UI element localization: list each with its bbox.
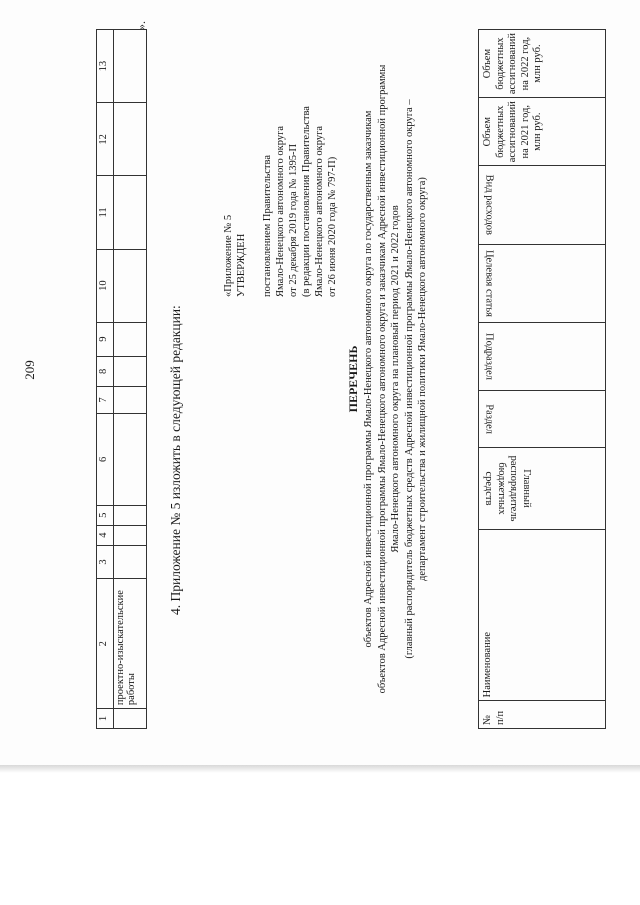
table-cell: 11 <box>97 176 114 249</box>
header-cell-volume-2022: Объем бюджетных ассигнований на 2022 год, млн руб. <box>479 30 606 98</box>
spacer <box>248 47 261 297</box>
table-cell: 2 <box>97 579 114 709</box>
rotated-text: Целевая статья <box>483 249 495 318</box>
approval-stamp-block <box>222 47 339 297</box>
table-cell: 1 <box>97 709 114 729</box>
column-numbers-row <box>97 30 114 729</box>
table-cell: 10 <box>97 249 114 322</box>
table-cell: 4 <box>97 525 114 545</box>
header-row <box>479 30 606 729</box>
header-cell-target-item <box>479 245 606 323</box>
table-cell: 13 <box>97 30 114 103</box>
rotated-text: Раздел <box>483 404 495 435</box>
amendment-instruction: 4. Приложение № 5 изложить в следующей редакции: <box>168 305 183 615</box>
table-cell <box>114 413 147 505</box>
subtitle-line: Ямало-Ненецкого автономного округа на плановый период 2021 и 2022 годов <box>390 205 401 553</box>
main-table-header <box>478 29 606 729</box>
table-cell <box>114 387 147 414</box>
approval-line: Ямало-Ненецкого автономного округа <box>275 125 286 297</box>
header-cell-section <box>479 391 606 448</box>
subtitle-line: департамент строительства и жилищной политики Ямало-Ненецкого автономного округа) <box>417 177 428 581</box>
table-cell: 12 <box>97 103 114 176</box>
document-subtitle <box>362 29 430 729</box>
table-cell <box>114 545 147 579</box>
closing-quote: ». <box>134 21 148 30</box>
subtitle-line: (главный распорядитель бюджетных средств Адресной инвестиционной программы Ямало-Ненецкого автономного округа – <box>403 99 415 659</box>
table-row <box>114 30 147 729</box>
table-cell: 8 <box>97 356 114 386</box>
approval-line: постановлением Правительства <box>262 154 273 297</box>
table-cell <box>114 322 147 356</box>
table-cell: 9 <box>97 322 114 356</box>
page-number: 209 <box>22 360 37 380</box>
header-cell-budget-manager <box>479 448 606 530</box>
header-cell-number: № п/п <box>479 701 606 729</box>
table-cell: 5 <box>97 505 114 525</box>
rotated-text: Вид расходов <box>483 174 495 236</box>
table-cell <box>114 30 147 103</box>
table-cell: 6 <box>97 413 114 505</box>
subtitle-line: объектов Адресной инвестиционной программы Ямало-Ненецкого автономного округа и заказчикам Адресной инвестиционной программы <box>376 64 388 694</box>
appendix-label: «Приложение № 5 <box>223 214 234 297</box>
document-title: ПЕРЕЧЕНЬ <box>346 345 360 413</box>
rotated-text: Подраздел <box>483 333 495 381</box>
approval-line: от 25 декабря 2019 года № 1395-П <box>288 143 299 297</box>
table-cell <box>114 103 147 176</box>
continuation-table <box>96 29 147 729</box>
rotated-text: Главный распорядитель бюджетных средств <box>483 455 532 522</box>
table-cell <box>114 176 147 249</box>
approval-line: Ямало-Ненецкого автономного округа <box>314 125 325 297</box>
header-cell-volume-2021: Объем бюджетных ассигнований на 2021 год, млн руб. <box>479 98 606 166</box>
page-edge-shadow <box>0 765 640 773</box>
approval-line: (в редакции постановления Правительства <box>301 106 312 297</box>
table-cell: 7 <box>97 387 114 414</box>
subtitle-line: объектов Адресной инвестиционной программы Ямало-Ненецкого автономного округа по государственным заказчикам <box>363 110 374 648</box>
table-cell <box>114 525 147 545</box>
approval-line: от 26 июня 2020 года № 797-П) <box>327 156 338 297</box>
table-cell: 3 <box>97 545 114 579</box>
header-cell-subsection <box>479 322 606 390</box>
table-cell: проектно-изыскательские работы <box>114 579 147 709</box>
table-cell <box>114 356 147 386</box>
approved-label: УТВЕРЖДЕН <box>236 233 247 297</box>
table-cell <box>114 709 147 729</box>
table-cell <box>114 505 147 525</box>
table-cell <box>114 249 147 322</box>
header-cell-name: Наименование <box>479 530 606 701</box>
header-cell-expense-type <box>479 166 606 245</box>
